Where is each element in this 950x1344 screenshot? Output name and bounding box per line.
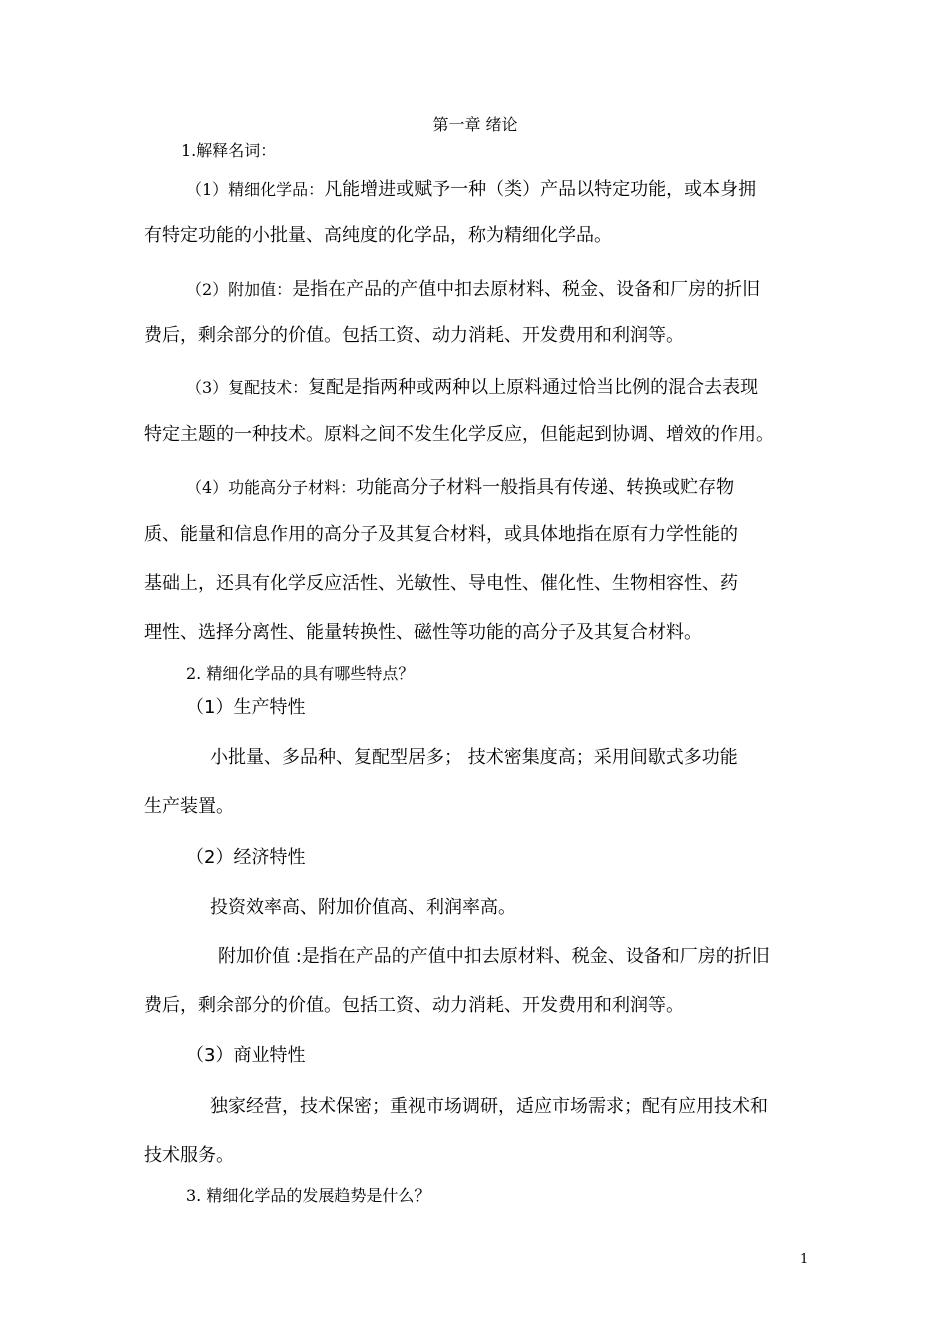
term-4-line-4: 理性、选择分离性、能量转换性、磁性等功能的高分子及其复合材料。	[144, 622, 702, 643]
q2-heading: 2. 精细化学品的具有哪些特点？	[186, 664, 415, 683]
term-2-line-1	[186, 281, 760, 299]
term-4-label: （4）功能高分子材料：	[186, 478, 357, 497]
q3-heading: 3. 精细化学品的发展趋势是什么？	[186, 1186, 431, 1205]
term-3-label: （3）复配技术：	[186, 378, 309, 397]
term-3-line-1	[186, 379, 758, 397]
term-1-line-1	[186, 181, 756, 199]
feature-2-line-3: 费后，剩余部分的价值。包括工资、动力消耗、开发费用和利润等。	[144, 995, 684, 1016]
term-1-text: 凡能增进或赋予一种（类）产品以特定功能，或本身拥	[324, 179, 757, 200]
q1-heading: 1.解释名词：	[181, 141, 277, 160]
feature-3-heading: （3）商业特性	[186, 1045, 306, 1066]
chapter-title: 第一章 绪论	[432, 115, 518, 134]
feature-1-line-1: 小批量、多品种、复配型居多； 技术密集度高；采用间歇式多功能	[210, 747, 738, 768]
feature-3-line-1: 独家经营，技术保密；重视市场调研，适应市场需求；配有应用技术和	[210, 1096, 768, 1117]
feature-3-line-2: 技术服务。	[144, 1145, 234, 1166]
page-number: 1	[800, 1252, 809, 1267]
feature-1-heading: （1）生产特性	[186, 697, 306, 718]
term-2-text: 是指在产品的产值中扣去原材料、税金、设备和厂房的折旧	[292, 279, 761, 300]
term-1-label: （1）精细化学品：	[186, 180, 325, 199]
feature-2-heading: （2）经济特性	[186, 847, 306, 868]
term-4-line-1	[186, 479, 734, 497]
feature-2-line-2: 附加价值 :是指在产品的产值中扣去原材料、税金、设备和厂房的折旧	[218, 946, 770, 967]
term-4-line-3: 基础上，还具有化学反应活性、光敏性、导电性、催化性、生物相容性、药	[144, 573, 738, 594]
term-2-line-2: 费后，剩余部分的价值。包括工资、动力消耗、开发费用和利润等。	[144, 325, 684, 346]
feature-2-line-1: 投资效率高、附加价值高、利润率高。	[210, 897, 516, 918]
feature-1-line-2: 生产装置。	[144, 796, 234, 817]
term-3-text: 复配是指两种或两种以上原料通过恰当比例的混合去表现	[308, 377, 759, 398]
term-3-line-2: 特定主题的一种技术。原料之间不发生化学反应，但能起到协调、增效的作用。	[144, 424, 774, 445]
term-2-label: （2）附加值：	[186, 280, 293, 299]
term-1-line-2: 有特定功能的小批量、高纯度的化学品，称为精细化学品。	[144, 225, 612, 246]
term-4-line-2: 质、能量和信息作用的高分子及其复合材料，或具体地指在原有力学性能的	[144, 524, 738, 545]
term-4-text: 功能高分子材料一般指具有传递、转换或贮存物	[356, 477, 735, 498]
